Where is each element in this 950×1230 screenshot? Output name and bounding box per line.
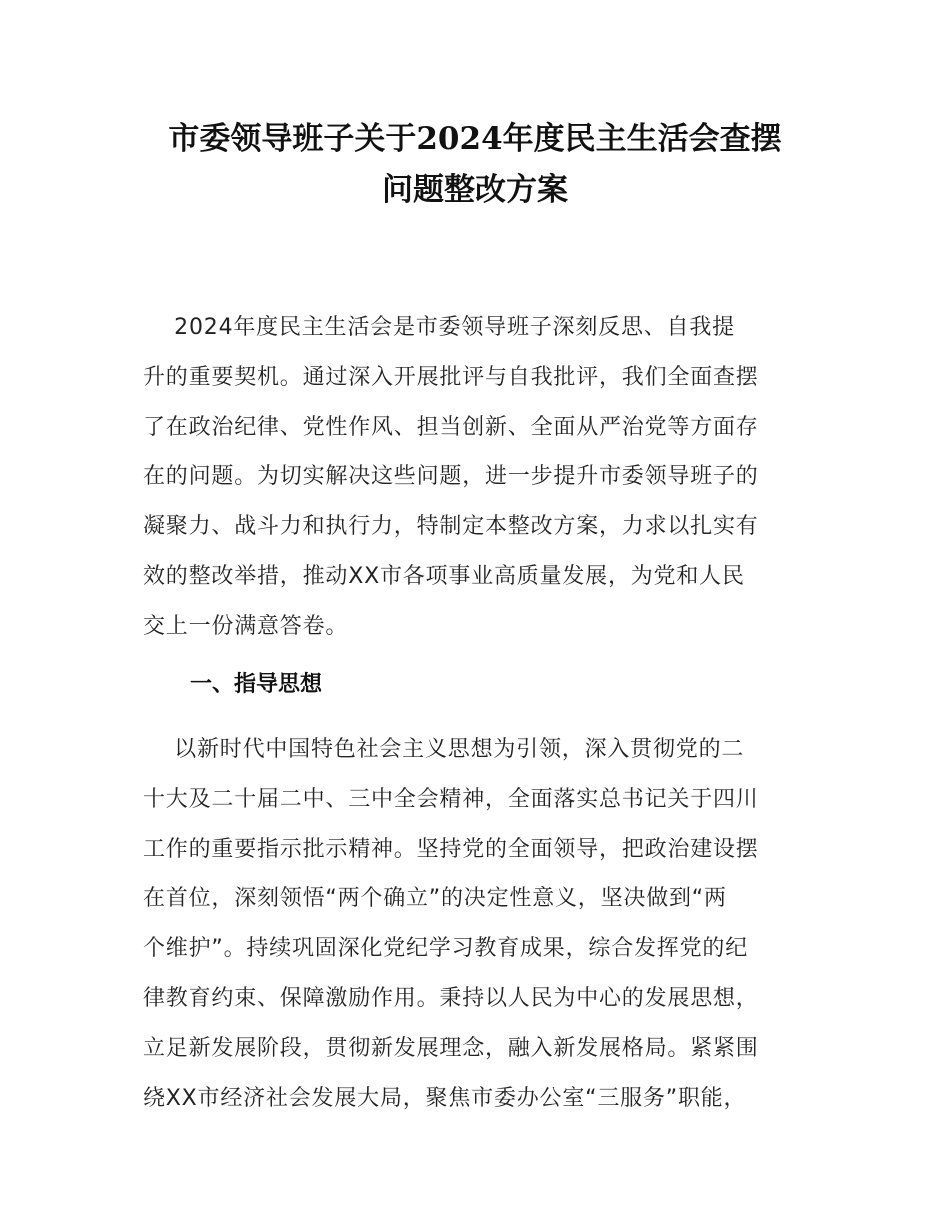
paragraph-line: 立足新发展阶段，贯彻新发展理念，融入新发展格局。紧紧围: [143, 1035, 759, 1061]
paragraph-line: 律教育约束、保障激励作用。秉持以人民为中心的发展思想，: [143, 985, 759, 1011]
paragraph-line: 在首位，深刻领悟“两个确立”的决定性意义，坚决做到“两: [143, 886, 727, 912]
intro-line: 了在政治纪律、党性作风、担当创新、全面从严治党等方面存: [143, 414, 759, 440]
paragraph-line: 工作的重要指示批示精神。坚持党的全面领导，把政治建设摆: [143, 836, 759, 862]
intro-line: 效的整改举措，推动XX市各项事业高质量发展，为党和人民: [143, 563, 745, 589]
paragraph-line: 十大及二十届二中、三中全会精神，全面落实总书记关于四川: [143, 786, 759, 812]
intro-paragraph: [143, 303, 823, 652]
document-title-line-1: 市委领导班子关于2024年度民主生活会查摆: [168, 121, 782, 157]
paragraph-line: 绕XX市经济社会发展大局，聚焦市委办公室“三服务”职能，: [143, 1085, 747, 1111]
intro-line: 交上一份满意答卷。: [143, 613, 349, 639]
document-title-line-2: 问题整改方案: [382, 172, 568, 208]
intro-line: 在的问题。为切实解决这些问题，进一步提升市委领导班子的: [143, 464, 759, 490]
paragraph-line: 以新时代中国特色社会主义思想为引领，深入贯彻党的二: [143, 737, 745, 762]
intro-line: 凝聚力、战斗力和执行力，特制定本整改方案，力求以扎实有: [143, 514, 759, 540]
intro-line: 升的重要契机。通过深入开展批评与自我批评，我们全面查摆: [143, 364, 759, 390]
section-heading-guiding-ideology: 一、指导思想: [190, 672, 323, 697]
paragraph-line: 个维护”。持续巩固深化党纪学习教育成果，综合发挥党的纪: [143, 936, 748, 962]
guiding-ideology-paragraph: [143, 725, 823, 1123]
intro-line: 2024年度民主生活会是市委领导班子深刻反思、自我提: [143, 315, 735, 340]
